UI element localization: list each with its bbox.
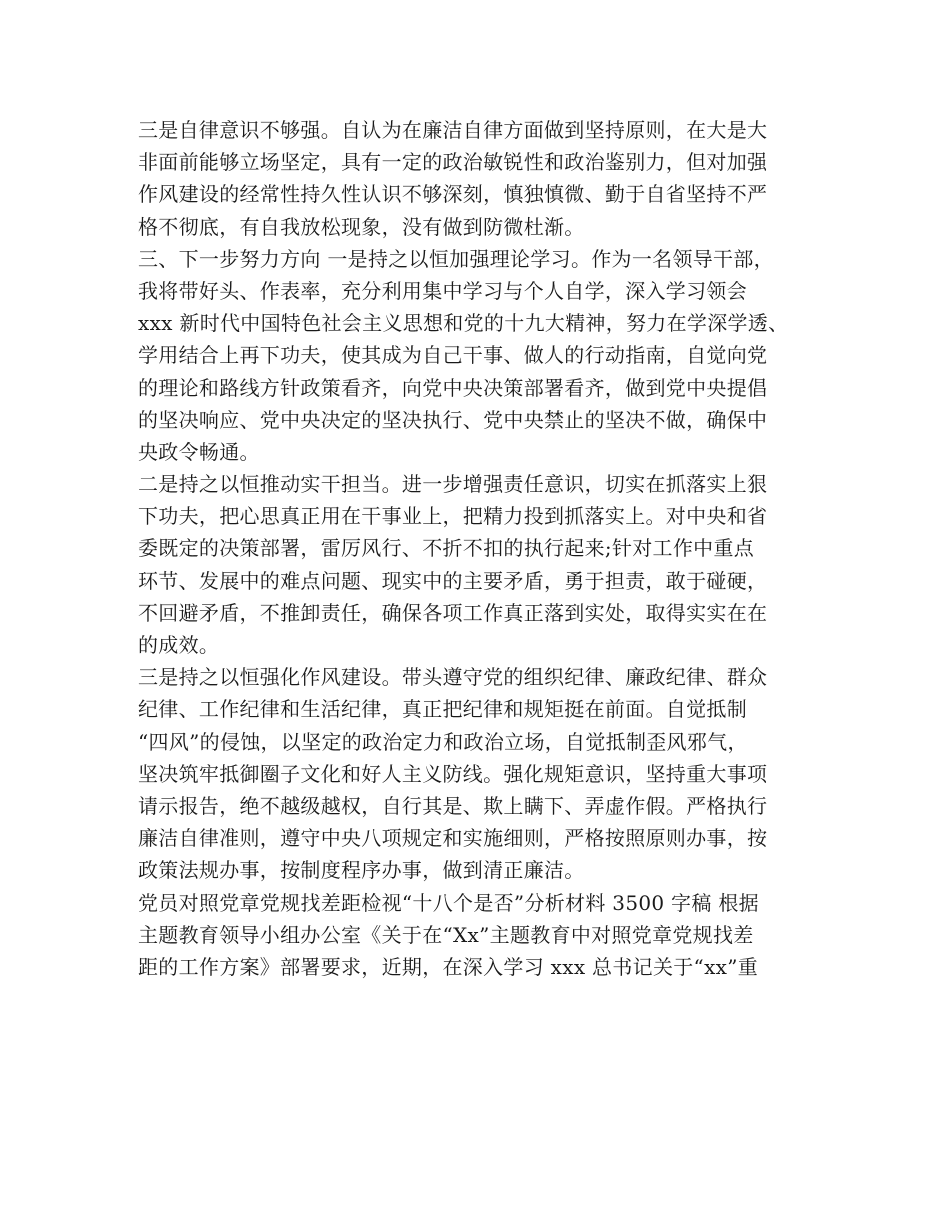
text-line: 非面前能够立场坚定，具有一定的政治敏锐性和政治鉴别力，但对加强 [138, 150, 768, 175]
text-line: 环节、发展中的难点问题、现实中的主要矛盾，勇于担责，敢于碰硬， [138, 568, 768, 593]
document-body [138, 114, 828, 983]
text-line: 格不彻底，有自我放松现象，没有做到防微杜渐。 [138, 214, 585, 239]
text-line: 我将带好头、作表率，充分利用集中学习与个人自学，深入学习领会 [138, 278, 747, 303]
text-line: 二是持之以恒推动实干担当。进一步增强责任意识，切实在抓落实上狠 [138, 472, 768, 497]
text-line: 三、下一步努力方向 一是持之以恒加强理论学习。作为一名领导干部， [138, 246, 774, 271]
text-line: 的理论和路线方针政策看齐，向党中央决策部署看齐，做到党中央提倡 [138, 375, 768, 400]
text-line: 三是持之以恒强化作风建设。带头遵守党的组织纪律、廉政纪律、群众 [138, 665, 768, 690]
text-line: 的成效。 [138, 633, 220, 657]
text-line: 党员对照党章党规找差距检视“十八个是否”分析材料 3500 字稿 根据 [138, 890, 759, 915]
text-line: 下功夫，把心思真正用在干事业上，把精力投到抓落实上。对中央和省 [138, 504, 768, 529]
text-line: 的坚决响应、党中央决定的坚决执行、党中央禁止的坚决不做，确保中 [138, 407, 768, 432]
text-line: 距的工作方案》部署要求，近期，在深入学习 xxx 总书记关于“xx”重 [138, 954, 759, 979]
text-line: 央政令畅通。 [138, 439, 260, 464]
text-line: 委既定的决策部署，雷厉风行、不折不扣的执行起来;针对工作中重点 [138, 536, 755, 561]
text-line: 学用结合上再下功夫，使其成为自己干事、做人的行动指南，自觉向党 [138, 343, 768, 368]
text-line: 三是自律意识不够强。自认为在廉洁自律方面做到坚持原则，在大是大 [138, 118, 768, 142]
text-line: 坚决筑牢抵御圈子文化和好人主义防线。强化规矩意识，坚持重大事项 [138, 761, 768, 786]
text-line: “四风”的侵蚀，以坚定的政治定力和政治立场，自觉抵制歪风邪气， [138, 729, 748, 754]
text-line: xxx 新时代中国特色社会主义思想和党的十九大精神，努力在学深学透、 [138, 311, 789, 336]
text-line: 不回避矛盾，不推卸责任，确保各项工作真正落到实处，取得实实在在 [138, 600, 768, 625]
text-line: 作风建设的经常性持久性认识不够深刻，慎独慎微、勤于自省坚持不严 [138, 182, 768, 207]
text-line: 主题教育领导小组办公室《关于在“Xx”主题教育中对照党章党规找差 [138, 922, 754, 947]
text-line: 廉洁自律准则，遵守中央八项规定和实施细则，严格按照原则办事，按 [138, 826, 768, 851]
text-line: 政策法规办事，按制度程序办事，做到清正廉洁。 [138, 858, 585, 883]
text-line: 纪律、工作纪律和生活纪律，真正把纪律和规矩挺在前面。自觉抵制 [138, 697, 747, 722]
text-line: 请示报告，绝不越级越权，自行其是、欺上瞒下、弄虚作假。严格执行 [138, 793, 768, 818]
